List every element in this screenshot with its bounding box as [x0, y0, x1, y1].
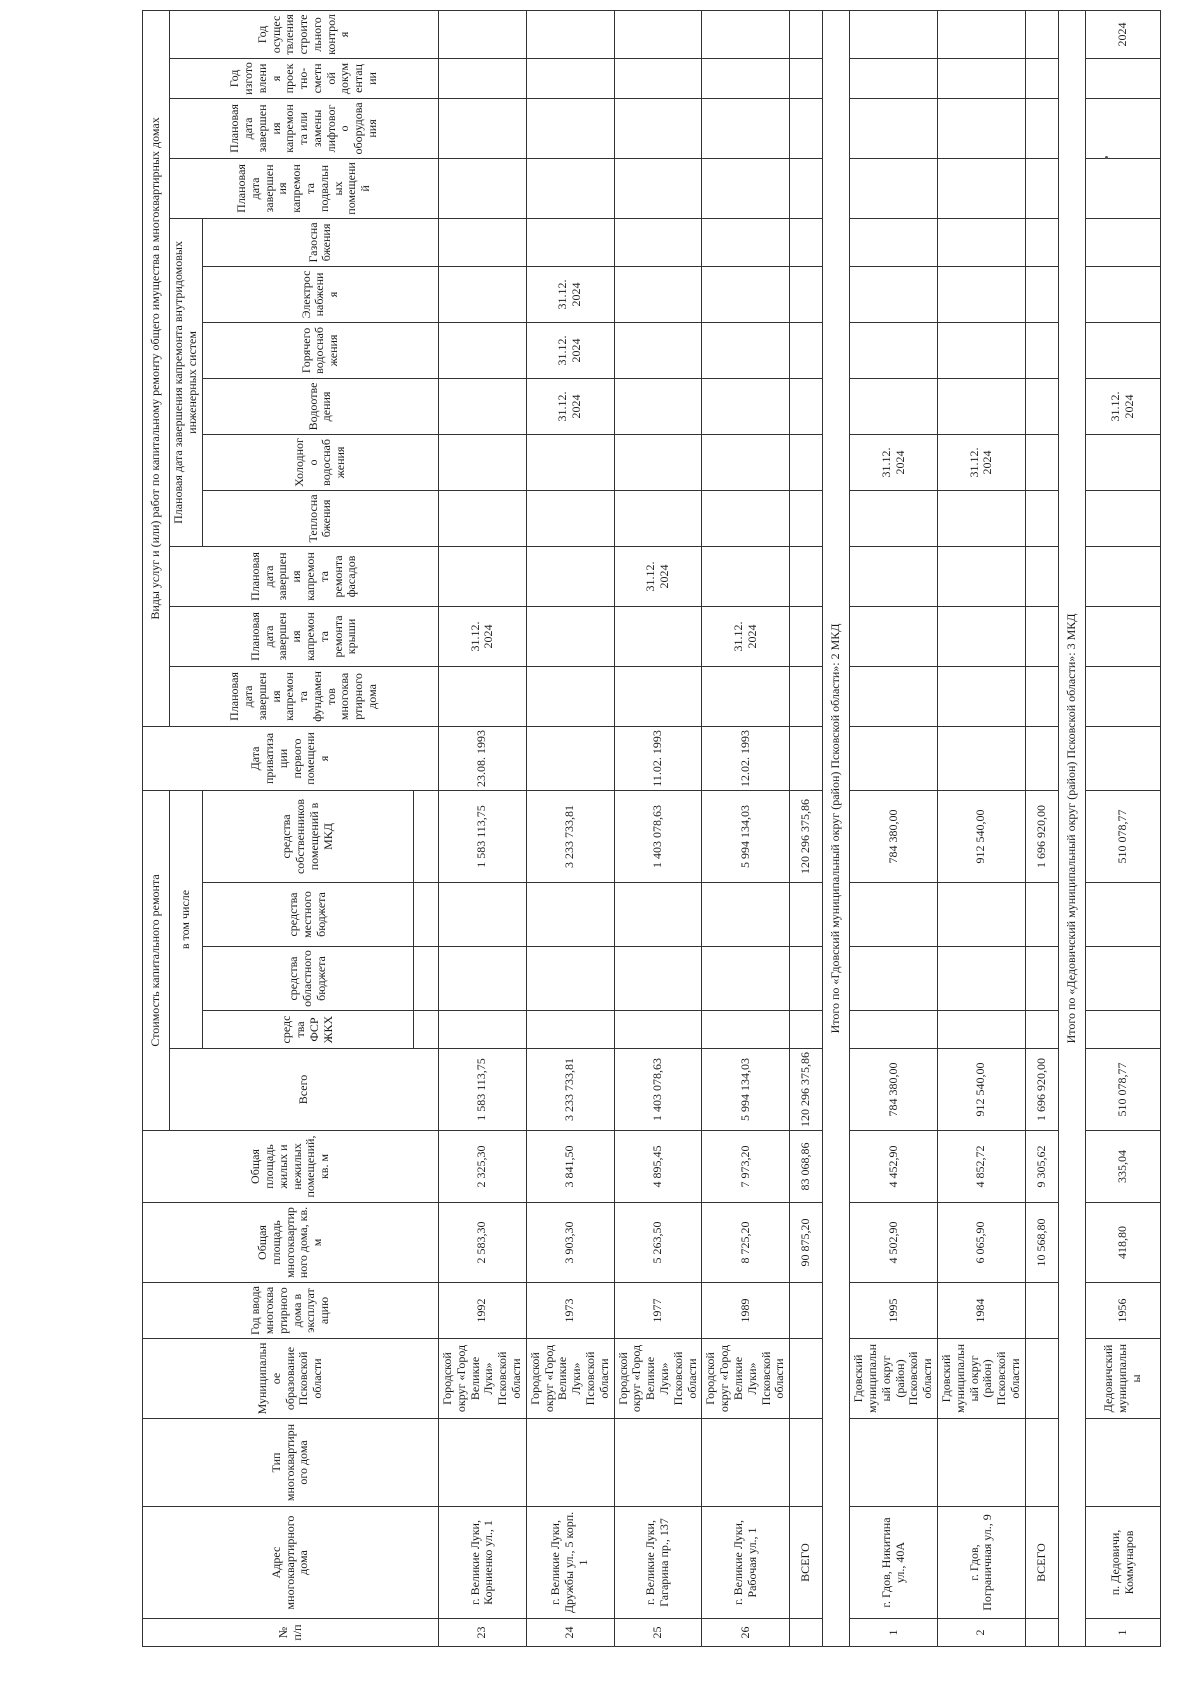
header-owners: средства собственников помещений в МКД — [202, 790, 413, 882]
row-area-total: 3 903,30 — [526, 1203, 614, 1283]
header-fund-spacer — [414, 1011, 439, 1049]
header-heating: Теплоснабжения — [202, 490, 438, 546]
row-drainage — [614, 378, 702, 434]
row-fund — [702, 1011, 790, 1049]
row-control-year — [526, 10, 614, 58]
row-local — [439, 883, 527, 947]
row-address: г. Великие Луки, Гагарина пр., 137 — [614, 1507, 702, 1619]
row-owners: 1 403 078,63 — [614, 790, 702, 882]
total-area-premises: 83 068,86 — [790, 1131, 823, 1203]
row-drainage — [439, 378, 527, 434]
row-year: 1989 — [702, 1283, 790, 1339]
row-cost-total: 1 403 078,63 — [614, 1049, 702, 1131]
row-basement — [526, 158, 614, 218]
row-cost-total: 912 540,00 — [937, 1049, 1025, 1131]
row-no: 1 — [1085, 1619, 1160, 1647]
row-basement — [702, 158, 790, 218]
header-facade: Плановая дата завершения капремонта ремонта фасадов — [170, 546, 439, 606]
row-foundation — [526, 666, 614, 726]
row-electricity — [702, 266, 790, 322]
row-area-total: 418,80 — [1085, 1203, 1160, 1283]
row-owners: 784 380,00 — [850, 790, 938, 882]
table-row — [439, 10, 527, 1646]
row-heating — [702, 490, 790, 546]
row-cost-total: 784 380,00 — [850, 1049, 938, 1131]
section-row — [823, 10, 850, 1646]
header-hot-water: Горячего водоснабжения — [202, 322, 438, 378]
row-privatization — [526, 726, 614, 790]
row-heating — [526, 490, 614, 546]
row-elevator — [702, 98, 790, 158]
header-works-group: Виды услуг и (или) работ по капитальному ремонту общего имущества в многоквартирных домах — [143, 10, 170, 726]
row-address: г. Великие Луки, Рабочая ул., 1 — [702, 1507, 790, 1619]
row-control-year — [439, 10, 527, 58]
row-regional — [526, 947, 614, 1011]
row-fund — [526, 1011, 614, 1049]
total-label: ВСЕГО — [1025, 1507, 1058, 1619]
header-gas: Газоснабжения — [202, 218, 438, 266]
row-year: 1977 — [614, 1283, 702, 1339]
row-cost-total: 510 078,77 — [1085, 1049, 1160, 1131]
capital-repair-table — [142, 10, 1161, 1647]
row-facade — [526, 546, 614, 606]
row-house-type — [1085, 1419, 1160, 1507]
row-gas — [614, 218, 702, 266]
row-no: 24 — [526, 1619, 614, 1647]
row-area-total: 5 263,50 — [614, 1203, 702, 1283]
row-cost-total: 5 994 134,03 — [702, 1049, 790, 1131]
row-municipality: Городской округ «Город Великие Луки» Псковской области — [439, 1339, 527, 1419]
header-house-type: Тип многоквартирного дома — [143, 1419, 439, 1507]
header-area-total: Общая площадь многоквартирного дома, кв. м — [143, 1203, 439, 1283]
row-privatization: 23.08. 1993 — [439, 726, 527, 790]
row-area-premises: 7 973,20 — [702, 1131, 790, 1203]
header-roof: Плановая дата завершения капремонта ремонта крыши — [170, 606, 439, 666]
header-local-spacer — [414, 883, 439, 947]
header-basement: Плановая дата завершения капремонта подвальных помещений — [170, 158, 439, 218]
row-municipality: Гдовский муниципальный округ (район) Псковской области — [937, 1339, 1025, 1419]
table-row — [937, 10, 1025, 1646]
row-area-premises: 4 895,45 — [614, 1131, 702, 1203]
header-area-premises: Общая площадь жилых и нежилых помещений, кв. м — [143, 1131, 439, 1203]
row-roof: 31.12. 2024 — [702, 606, 790, 666]
row-foundation — [702, 666, 790, 726]
row-basement — [439, 158, 527, 218]
row-no: 1 — [850, 1619, 938, 1647]
row-area-total: 8 725,20 — [702, 1203, 790, 1283]
row-drainage — [702, 378, 790, 434]
row-house-type — [526, 1419, 614, 1507]
row-fund — [614, 1011, 702, 1049]
header-in-that: в том числе — [170, 790, 203, 1048]
row-municipality: Гдовский муниципальный округ (район) Псковской области — [850, 1339, 938, 1419]
section-row — [1058, 10, 1085, 1646]
header-local: средства местного бюджета — [202, 883, 413, 947]
row-gas — [702, 218, 790, 266]
row-year: 1956 — [1085, 1283, 1160, 1339]
table-row — [702, 10, 790, 1646]
row-electricity — [614, 266, 702, 322]
row-address: г. Великие Луки, Дружбы ул., 5 корп. 1 — [526, 1507, 614, 1619]
row-area-premises: 2 325,30 — [439, 1131, 527, 1203]
row-control-year — [614, 10, 702, 58]
row-elevator — [614, 98, 702, 158]
total-area-total: 90 875,20 — [790, 1203, 823, 1283]
row-hot-water — [439, 322, 527, 378]
total-cost-total: 120 296 375,86 — [790, 1049, 823, 1131]
header-owners-spacer — [414, 790, 439, 882]
row-electricity: 31.12. 2024 — [526, 266, 614, 322]
row-elevator — [439, 98, 527, 158]
row-municipality: Городской округ «Город Великие Луки» Псковской области — [526, 1339, 614, 1419]
row-cold-water: 31.12. 2024 — [850, 434, 938, 490]
row-hot-water: 31.12. 2024 — [526, 322, 614, 378]
row-privatization: 11.02. 1993 — [614, 726, 702, 790]
row-house-type — [850, 1419, 938, 1507]
row-facade: 31.12. 2024 — [614, 546, 702, 606]
row-owners: 912 540,00 — [937, 790, 1025, 882]
total-label: ВСЕГО — [790, 1507, 823, 1619]
row-owners: 1 583 113,75 — [439, 790, 527, 882]
row-electricity — [439, 266, 527, 322]
row-facade — [439, 546, 527, 606]
row-house-type — [937, 1419, 1025, 1507]
row-basement — [614, 158, 702, 218]
row-house-type — [439, 1419, 527, 1507]
row-heating — [614, 490, 702, 546]
header-address: Адрес многоквартирного дома — [143, 1507, 439, 1619]
header-cost-group: Стоимость капитального ремонта — [143, 790, 170, 1130]
row-cold-water — [526, 434, 614, 490]
row-cost-total: 1 583 113,75 — [439, 1049, 527, 1131]
row-privatization: 12.02. 1993 — [702, 726, 790, 790]
row-foundation — [439, 666, 527, 726]
header-engineering-group: Плановая дата завершения капремонта внутридомовых инженерных систем — [170, 218, 203, 546]
row-year: 1973 — [526, 1283, 614, 1339]
section-title-dedovichi: Итого по «Дедовичский муниципальный округ (район) Псковской области»: 3 МКД — [1058, 10, 1085, 1646]
header-fund: средства ФСР ЖКХ — [202, 1011, 413, 1049]
row-no: 26 — [702, 1619, 790, 1647]
header-cost-total: Всего — [170, 1049, 439, 1131]
row-cold-water — [614, 434, 702, 490]
row-owners: 3 233 733,81 — [526, 790, 614, 882]
row-area-total: 6 065,90 — [937, 1203, 1025, 1283]
row-area-total: 2 583,30 — [439, 1203, 527, 1283]
row-gas — [526, 218, 614, 266]
section-title-gdov: Итого по «Гдовский муниципальный округ (район) Псковской области»: 2 МКД — [823, 10, 850, 1646]
row-local — [526, 883, 614, 947]
row-address: г. Гдов, Пограничная ул., 9 — [937, 1507, 1025, 1619]
row-cold-water — [702, 434, 790, 490]
row-house-type — [614, 1419, 702, 1507]
row-drainage: 31.12. 2024 — [1085, 378, 1160, 434]
row-municipality: Городской округ «Город Великие Луки» Псковской области — [702, 1339, 790, 1419]
table-row — [614, 10, 702, 1646]
header-design-year: Год изготовления проектно-сметной документации — [170, 58, 439, 98]
row-local — [702, 883, 790, 947]
row-hot-water — [702, 322, 790, 378]
header-elevator: Плановая дата завершения капремонта или замены лифтового оборудования — [170, 98, 439, 158]
row-year: 1992 — [439, 1283, 527, 1339]
row-municipality: Городской округ «Город Великие Луки» Псковской области — [614, 1339, 702, 1419]
total-owners: 120 296 375,86 — [790, 790, 823, 882]
header-year: Год ввода многоквартирного дома в эксплуатацию — [143, 1283, 439, 1339]
row-design-year — [526, 58, 614, 98]
row-fund — [439, 1011, 527, 1049]
row-year: 1984 — [937, 1283, 1025, 1339]
row-local — [614, 883, 702, 947]
row-design-year — [614, 58, 702, 98]
row-drainage: 31.12. 2024 — [526, 378, 614, 434]
row-design-year — [702, 58, 790, 98]
row-area-premises: 4 852,72 — [937, 1131, 1025, 1203]
row-gas — [439, 218, 527, 266]
row-address: г. Гдов, Никитина ул., 40А — [850, 1507, 938, 1619]
row-facade — [702, 546, 790, 606]
header-municipality: Муниципальное образование Псковской области — [143, 1339, 439, 1419]
row-roof — [526, 606, 614, 666]
row-roof: 31.12. 2024 — [439, 606, 527, 666]
row-control-year: 2024 — [1085, 10, 1160, 58]
header-cold-water: Холодного водоснабжения — [202, 434, 438, 490]
row-no: 23 — [439, 1619, 527, 1647]
row-municipality: Дедовичский муниципальны — [1085, 1339, 1160, 1419]
row-address: г. Великие Луки, Корниенко ул., 1 — [439, 1507, 527, 1619]
row-cold-water — [439, 434, 527, 490]
row-area-premises: 335,04 — [1085, 1131, 1160, 1203]
row-foundation — [614, 666, 702, 726]
total-row — [1025, 10, 1058, 1646]
row-owners: 510 078,77 — [1085, 790, 1160, 882]
header-regional-spacer — [414, 947, 439, 1011]
total-cost-total: 1 696 920,00 — [1025, 1049, 1058, 1131]
row-cost-total: 3 233 733,81 — [526, 1049, 614, 1131]
header-foundation: Плановая дата завершения капремонта фундаментов многоквартирного дома — [170, 666, 439, 726]
row-regional — [439, 947, 527, 1011]
row-hot-water — [614, 322, 702, 378]
row-cold-water: 31.12. 2024 — [937, 434, 1025, 490]
scan-speck — [1105, 156, 1108, 159]
row-address: п. Дедовичи, Коммунаров — [1085, 1507, 1160, 1619]
row-roof — [614, 606, 702, 666]
header-electricity: Электроснабжения — [202, 266, 438, 322]
row-design-year — [439, 58, 527, 98]
header-drainage: Водоотведения — [202, 378, 438, 434]
row-house-type — [702, 1419, 790, 1507]
row-no: 25 — [614, 1619, 702, 1647]
row-owners: 5 994 134,03 — [702, 790, 790, 882]
row-regional — [614, 947, 702, 1011]
row-area-total: 4 502,90 — [850, 1203, 938, 1283]
total-area-premises: 9 305,62 — [1025, 1131, 1058, 1203]
row-heating — [439, 490, 527, 546]
header-control-year: Год осуществления строительного контроля — [170, 10, 439, 58]
header-regional: средства областного бюджета — [202, 947, 413, 1011]
row-area-premises: 3 841,50 — [526, 1131, 614, 1203]
row-elevator — [526, 98, 614, 158]
table-row — [526, 10, 614, 1646]
total-row — [790, 10, 823, 1646]
header-privatization: Дата приватизации первого помещения — [143, 726, 439, 790]
row-control-year — [702, 10, 790, 58]
total-owners: 1 696 920,00 — [1025, 790, 1058, 882]
table-row — [1085, 10, 1160, 1646]
row-no: 2 — [937, 1619, 1025, 1647]
row-year: 1995 — [850, 1283, 938, 1339]
row-area-premises: 4 452,90 — [850, 1131, 938, 1203]
row-regional — [702, 947, 790, 1011]
table-row — [850, 10, 938, 1646]
header-no: № п/п — [143, 1619, 439, 1647]
total-area-total: 10 568,80 — [1025, 1203, 1058, 1283]
